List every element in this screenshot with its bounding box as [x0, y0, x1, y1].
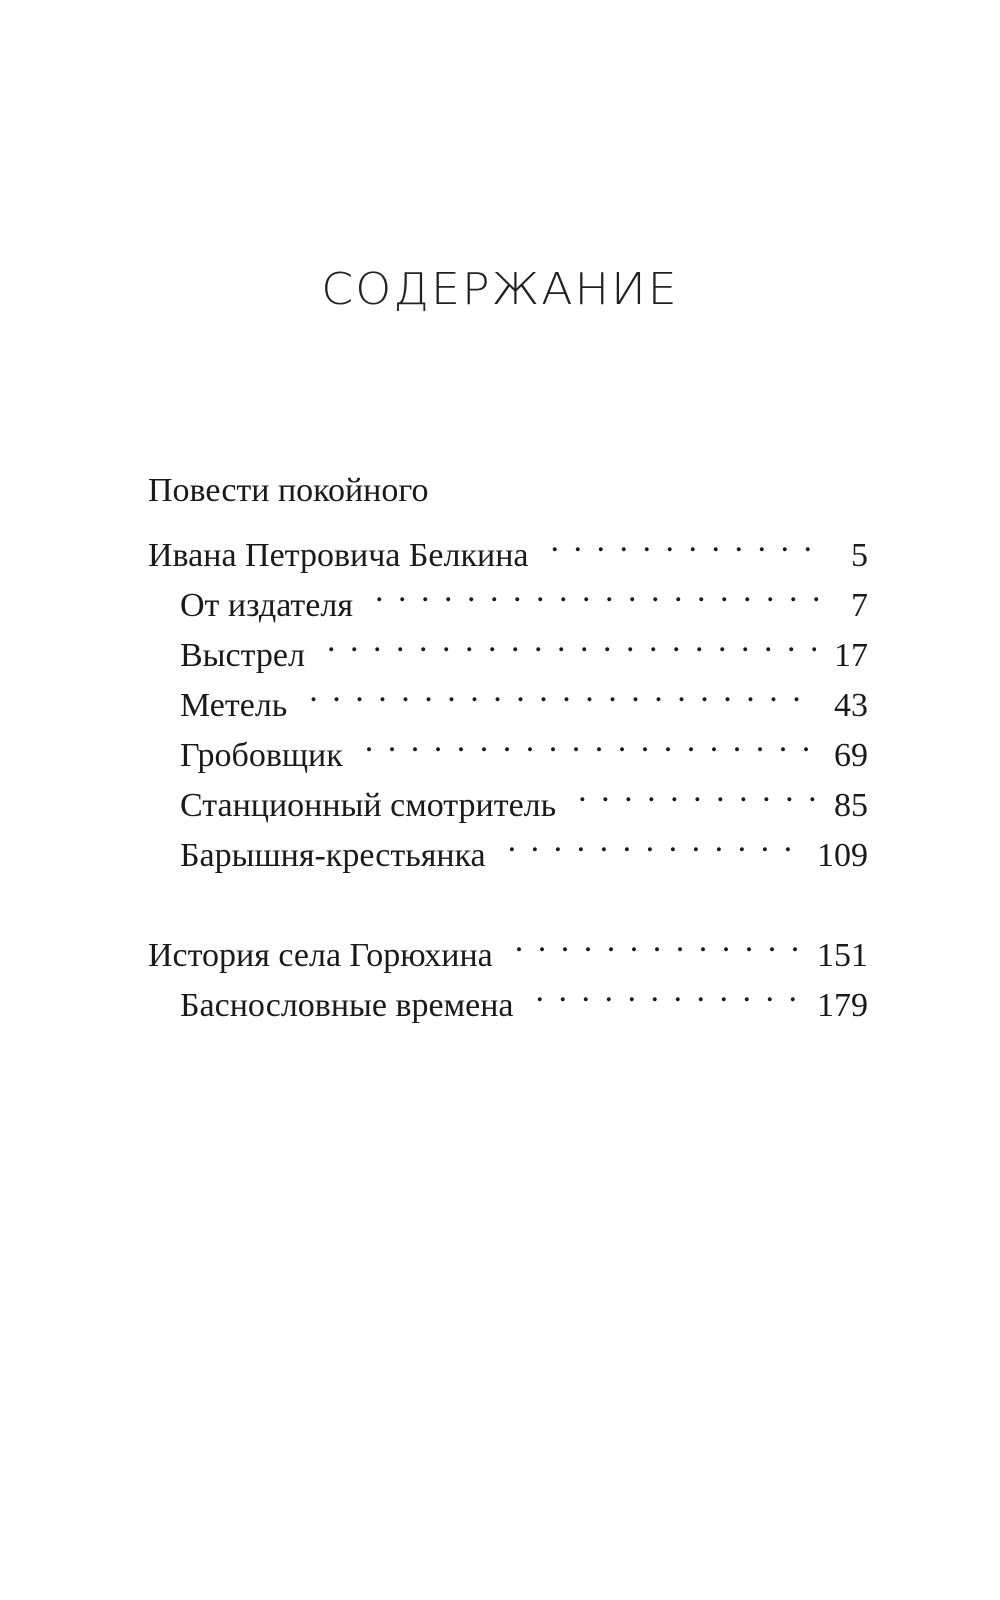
dot-leader	[508, 816, 799, 866]
toc-entry[interactable]	[148, 916, 868, 974]
toc-entry-heading	[148, 466, 868, 516]
dot-leader	[309, 666, 816, 716]
dot-leader	[327, 616, 816, 666]
toc-entry-label: Баснословные времена	[180, 987, 514, 1024]
toc-entry-page: 151	[817, 937, 868, 974]
dot-leader	[375, 566, 826, 616]
toc-entry-label: Ивана Петровича Белкина	[148, 537, 529, 574]
toc-entry-label: От издателя	[180, 587, 353, 624]
page-title: СОДЕРЖАНИЕ	[321, 264, 679, 315]
dot-leader	[536, 966, 799, 1016]
dot-leader	[365, 716, 816, 766]
toc-entry-label: Метель	[180, 687, 288, 724]
toc-entry-page: 109	[817, 837, 868, 874]
toc-entry-label: Повести покойного	[148, 472, 429, 509]
dot-leader	[550, 516, 826, 566]
toc-entry-page: 69	[834, 737, 868, 774]
toc-entry-page: 17	[834, 637, 868, 674]
table-of-contents	[148, 466, 868, 1024]
toc-entry-page: 5	[851, 537, 868, 574]
toc-entry-label: Барышня-крестьянка	[180, 837, 486, 874]
toc-entry-label: История села Горюхина	[148, 937, 493, 974]
toc-entry[interactable]	[148, 516, 868, 574]
toc-entry-label: Гробовщик	[180, 737, 343, 774]
toc-entry-label: Выстрел	[180, 637, 305, 674]
toc-entry-page: 85	[834, 787, 868, 824]
toc-entry-page: 7	[851, 587, 868, 624]
toc-entry-page: 179	[817, 987, 868, 1024]
dot-leader	[515, 916, 799, 966]
dot-leader	[578, 766, 816, 816]
toc-entry-label: Станционный смотритель	[180, 787, 557, 824]
toc-entry-page: 43	[834, 687, 868, 724]
